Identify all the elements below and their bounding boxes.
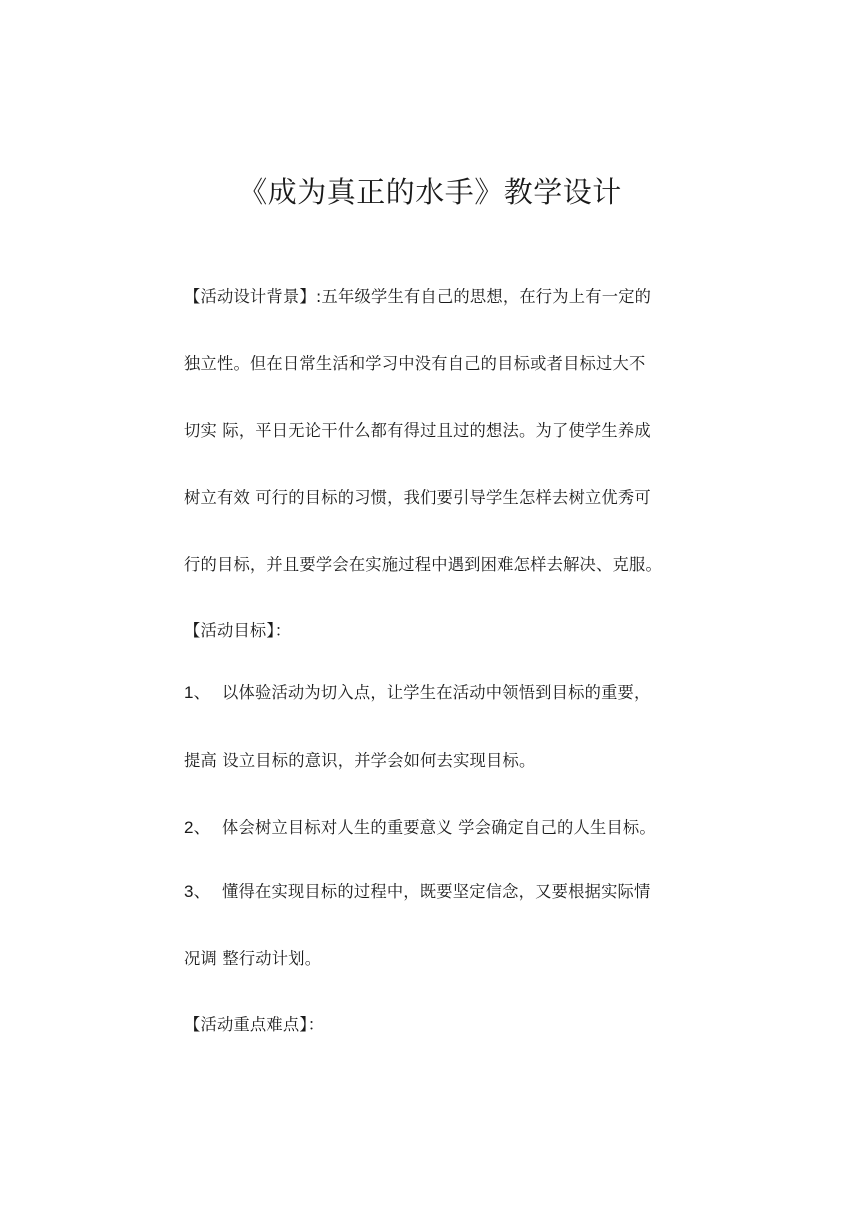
goal-item-1	[184, 678, 684, 708]
goal-text: 体会树立目标对人生的重要意义 学会确定自己的人生目标。	[222, 818, 656, 837]
paragraph-line: 树立有效 可行的目标的习惯，我们要引导学生怎样去树立优秀可	[184, 488, 651, 507]
goal-number: 3、	[184, 882, 211, 901]
goal-number: 1、	[184, 683, 211, 702]
paragraph-line: 行的目标，并且要学会在实施过程中遇到困难怎样去解决、克服。	[184, 555, 662, 574]
document-title: 《成为真正的水手》教学设计	[238, 175, 622, 209]
paragraph-line: 切实 际，平日无论干什么都有得过且过的想法。为了使学生养成	[184, 421, 651, 440]
goal-number: 2、	[184, 818, 211, 837]
goal-item-1-continued: 提高 设立目标的意识，并学会如何去实现目标。	[184, 751, 536, 770]
paragraph-line: 独立性。但在日常生活和学习中没有自己的目标或者目标过大不	[184, 354, 646, 373]
section-heading-goals: 【活动目标】：	[184, 621, 292, 640]
paragraph-line: 【活动设计背景】:五年级学生有自己的思想，在行为上有一定的	[184, 287, 652, 306]
goal-item-3-continued: 况调 整行动计划。	[184, 949, 322, 968]
section-heading-key-points: 【活动重点难点】：	[184, 1015, 325, 1034]
goal-item-3	[184, 877, 684, 907]
goal-item-2	[184, 813, 684, 843]
goal-text: 以体验活动为切入点，让学生在活动中领悟到目标的重要，	[222, 683, 651, 702]
goal-text: 懂得在实现目标的过程中，既要坚定信念，又要根据实际情	[222, 882, 651, 901]
